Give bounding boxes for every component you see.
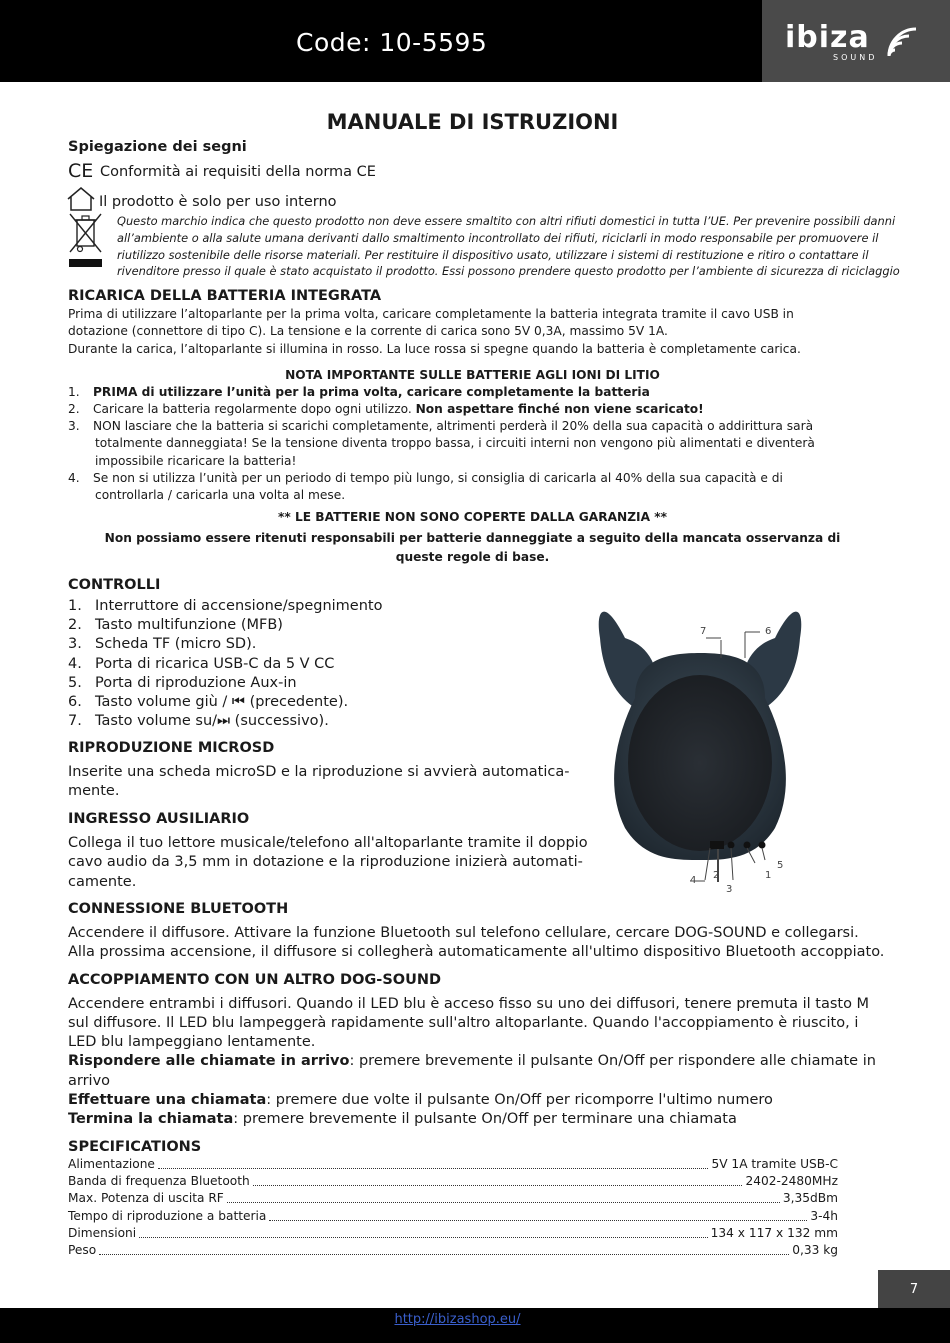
spec-label: Tempo di riproduzione a batteria xyxy=(68,1208,267,1223)
control-item-num: 1. xyxy=(68,598,82,614)
aux-line-2: cavo audio da 3,5 mm in dotazione e la riproduzione inizierà automati- xyxy=(68,854,583,870)
spec-value: 2402-2480MHz xyxy=(745,1174,838,1189)
page-title: MANUALE DI ISTRUZIONI xyxy=(326,110,619,134)
spec-leader-dots xyxy=(269,1208,807,1221)
make-call-line xyxy=(68,1091,773,1111)
microsd-heading: RIPRODUZIONE MICROSD xyxy=(68,740,275,756)
control-item-text: Tasto volume su/⏭ (successivo). xyxy=(95,713,329,730)
bluetooth-line-2: Alla prossima accensione, il diffusore si collegherà automaticamente all'ultimo dispositivo Bluetooth accoppiato. xyxy=(68,944,885,960)
figure-label-3: 3 xyxy=(726,884,733,895)
control-item-num: 7. xyxy=(68,713,82,730)
signs-heading: Spiegazione dei segni xyxy=(68,139,247,155)
spec-row xyxy=(68,1208,838,1225)
note-2-num: 2. xyxy=(68,402,80,416)
control-item xyxy=(68,712,329,732)
note-3-line-3: impossibile ricaricare la batteria! xyxy=(95,454,297,468)
spec-label: Banda di frequenza Bluetooth xyxy=(68,1174,250,1189)
end-call-bold: Termina la chiamata xyxy=(68,1111,234,1127)
speaker-image xyxy=(595,598,805,898)
spec-leader-dots xyxy=(139,1225,708,1238)
spec-label: Peso xyxy=(68,1243,97,1257)
end-call-text: : premere brevemente il pulsante On/Off per terminare una chiamata xyxy=(233,1111,737,1127)
product-code: Code: 10-5595 xyxy=(296,28,488,57)
control-item-text: Porta di riproduzione Aux-in xyxy=(95,674,297,691)
note-2-plain: Caricare la batteria regolarmente dopo ogni utilizzo. xyxy=(93,402,416,416)
answer-call-bold: Rispondere alle chiamate in arrivo xyxy=(68,1053,350,1069)
specs-heading: SPECIFICATIONS xyxy=(68,1139,202,1155)
figure-label-6: 6 xyxy=(765,626,772,637)
controls-heading: CONTROLLI xyxy=(68,577,161,593)
control-item-text: Porta di ricarica USB-C da 5 V CC xyxy=(95,655,335,672)
control-item xyxy=(68,597,382,617)
brand-logo: ibiza xyxy=(785,20,870,55)
weee-line-1: Questo marchio indica che questo prodotto non deve essere smaltito con altri rifiuti domestici in tutta l’UE. Per prevenire possibili danni xyxy=(117,214,896,228)
battery-heading: RICARICA DELLA BATTERIA INTEGRATA xyxy=(68,288,382,304)
lithium-note-heading: NOTA IMPORTANTE SULLE BATTERIE AGLI IONI DI LITIO xyxy=(285,368,660,382)
indoor-text: Il prodotto è solo per uso interno xyxy=(99,194,337,210)
spec-leader-dots xyxy=(227,1190,780,1203)
spec-value: 3,35dBm xyxy=(782,1191,838,1206)
battery-line-2: dotazione (connettore di tipo C). La tensione e la corrente di carica sono 5V 0,3A, massimo 5V 1A. xyxy=(68,324,668,338)
aux-line-1: Collega il tuo lettore musicale/telefono all'altoparlante tramite il doppio xyxy=(68,835,588,851)
weee-line-4: rivenditore presso il quale è stato acquistato il prodotto. Essi possono prendere questo prodotto per l’ambiente di sicurezza di riciclaggio xyxy=(117,264,900,278)
control-item-num: 4. xyxy=(68,655,82,672)
spec-row xyxy=(68,1225,838,1242)
microsd-line-1: Inserite una scheda microSD e la riproduzione si avvierà automatica- xyxy=(68,764,570,780)
note-1-num: 1. xyxy=(68,385,80,399)
bluetooth-heading: CONNESSIONE BLUETOOTH xyxy=(68,901,289,917)
make-call-bold: Effettuare una chiamata xyxy=(68,1092,267,1108)
spec-value: 0,33 kg xyxy=(792,1243,838,1257)
spec-label: Alimentazione xyxy=(68,1157,155,1171)
control-item-num: 2. xyxy=(68,617,82,634)
battery-line-3: Durante la carica, l’altoparlante si illumina in rosso. La luce rossa si spegne quando la batteria è completamente carica. xyxy=(68,342,801,356)
aux-line-3: camente. xyxy=(68,874,137,890)
pairing-line-2: sul diffusore. Il LED blu lampeggerà rapidamente sull'altro altoparlante. Quando l'accoppiamento è riuscito, i xyxy=(68,1015,859,1031)
figure-label-7: 7 xyxy=(700,626,707,637)
spec-row xyxy=(68,1173,838,1190)
end-call-line xyxy=(68,1110,737,1130)
note-3-line-1: NON lasciare che la batteria si scarichi completamente, altrimenti perderà il 20% della sua capacità o addirittura sarà xyxy=(93,419,814,433)
bluetooth-line-1: Accendere il diffusore. Attivare la funzione Bluetooth sul telefono cellulare, cercare DOG-SOUND e collegarsi. xyxy=(68,925,859,941)
answer-call-line-2: arrivo xyxy=(68,1073,111,1089)
control-item-num: 5. xyxy=(68,674,82,691)
liability-line-2: queste regole di base. xyxy=(395,550,550,564)
pairing-line-1: Accendere entrambi i diffusori. Quando il LED blu è acceso fisso su uno dei diffusori, tenere premuta il tasto M xyxy=(68,996,870,1012)
spec-label: Max. Potenza di uscita RF xyxy=(68,1191,224,1206)
spec-leader-dots xyxy=(158,1156,709,1169)
answer-call-line xyxy=(68,1052,876,1072)
figure-label-1: 1 xyxy=(765,870,772,881)
battery-line-1: Prima di utilizzare l’altoparlante per la prima volta, caricare completamente la batteria integrata tramite il cavo USB in xyxy=(68,307,794,321)
control-item-text: Interruttore di accensione/spegnimento xyxy=(95,598,383,614)
control-item-num: 6. xyxy=(68,694,82,710)
note-3-line-2: totalmente danneggiata! Se la tensione diventa troppo bassa, i circuiti interni non vengono più alimentati e diventerà xyxy=(95,436,815,450)
footer-link[interactable]: http://ibizashop.eu/ xyxy=(394,1312,521,1327)
aux-heading: INGRESSO AUSILIARIO xyxy=(68,811,250,827)
control-item-num: 3. xyxy=(68,636,82,653)
note-2-text xyxy=(93,401,704,419)
figure-label-5: 5 xyxy=(777,860,784,871)
house-icon xyxy=(66,186,96,212)
spec-leader-dots xyxy=(253,1173,743,1186)
control-item xyxy=(68,693,348,713)
sound-waves-icon xyxy=(885,26,925,62)
note-4-num: 4. xyxy=(68,471,80,485)
figure-label-2: 2 xyxy=(713,870,720,881)
spec-leader-dots xyxy=(99,1242,789,1255)
note-4-line-1: Se non si utilizza l’unità per un periodo di tempo più lungo, si consiglia di caricarla al 40% della sua capacità e di xyxy=(93,471,783,485)
spec-row xyxy=(68,1156,838,1173)
spec-row xyxy=(68,1242,838,1259)
spec-row xyxy=(68,1190,838,1207)
note-3-num: 3. xyxy=(68,419,80,433)
note-1-bold: PRIMA di utilizzare l’unità per la prima volta, caricare completamente la batteria xyxy=(93,385,650,399)
pairing-heading: ACCOPPIAMENTO CON UN ALTRO DOG-SOUND xyxy=(68,972,442,988)
weee-bin-icon xyxy=(66,212,106,270)
spec-value: 3-4h xyxy=(810,1208,838,1223)
brand-logo-sub: SOUND xyxy=(833,53,878,62)
control-item xyxy=(68,616,283,636)
note-4-line-2: controllarla / caricarla una volta al mese. xyxy=(95,488,346,502)
control-item xyxy=(68,674,297,694)
spec-label: Dimensioni xyxy=(68,1225,137,1240)
control-item-text: Tasto multifunzione (MFB) xyxy=(95,617,283,634)
control-item xyxy=(68,655,334,675)
microsd-line-2: mente. xyxy=(68,783,120,799)
pairing-line-3: LED blu lampeggiano lentamente. xyxy=(68,1034,316,1050)
note-2-bold: Non aspettare finché non viene scaricato! xyxy=(415,402,704,416)
ce-text: Conformità ai requisiti della norma CE xyxy=(100,164,376,180)
spec-value: 5V 1A tramite USB-C xyxy=(711,1157,838,1171)
control-item-text: Scheda TF (micro SD). xyxy=(95,636,257,653)
ce-mark-icon: CE xyxy=(68,160,94,182)
control-item xyxy=(68,635,256,655)
control-item-text: Tasto volume giù / ⏮ (precedente). xyxy=(95,694,349,710)
answer-call-text: : premere brevemente il pulsante On/Off per rispondere alle chiamate in xyxy=(349,1053,876,1069)
page-number: 7 xyxy=(878,1270,950,1343)
make-call-text: : premere due volte il pulsante On/Off per ricomporre l'ultimo numero xyxy=(266,1092,773,1108)
weee-line-2: all’ambiente o alla salute umana derivanti dallo smaltimento incontrollato dei rifiuti, riciclarli in modo responsabile per promuovere il xyxy=(117,231,879,245)
weee-line-3: riutilizzo sostenibile delle risorse materiali. Per restituire il dispositivo usato, utilizzare i sistemi di restituzione e ritiro o contattare il xyxy=(117,248,869,262)
liability-line-1: Non possiamo essere ritenuti responsabili per batterie danneggiate a seguito della mancata osservanza di xyxy=(104,531,841,545)
spec-value: 134 x 117 x 132 mm xyxy=(710,1225,838,1240)
figure-label-4: 4 xyxy=(690,875,697,886)
warranty-note: ** LE BATTERIE NON SONO COPERTE DALLA GARANZIA ** xyxy=(277,510,668,524)
